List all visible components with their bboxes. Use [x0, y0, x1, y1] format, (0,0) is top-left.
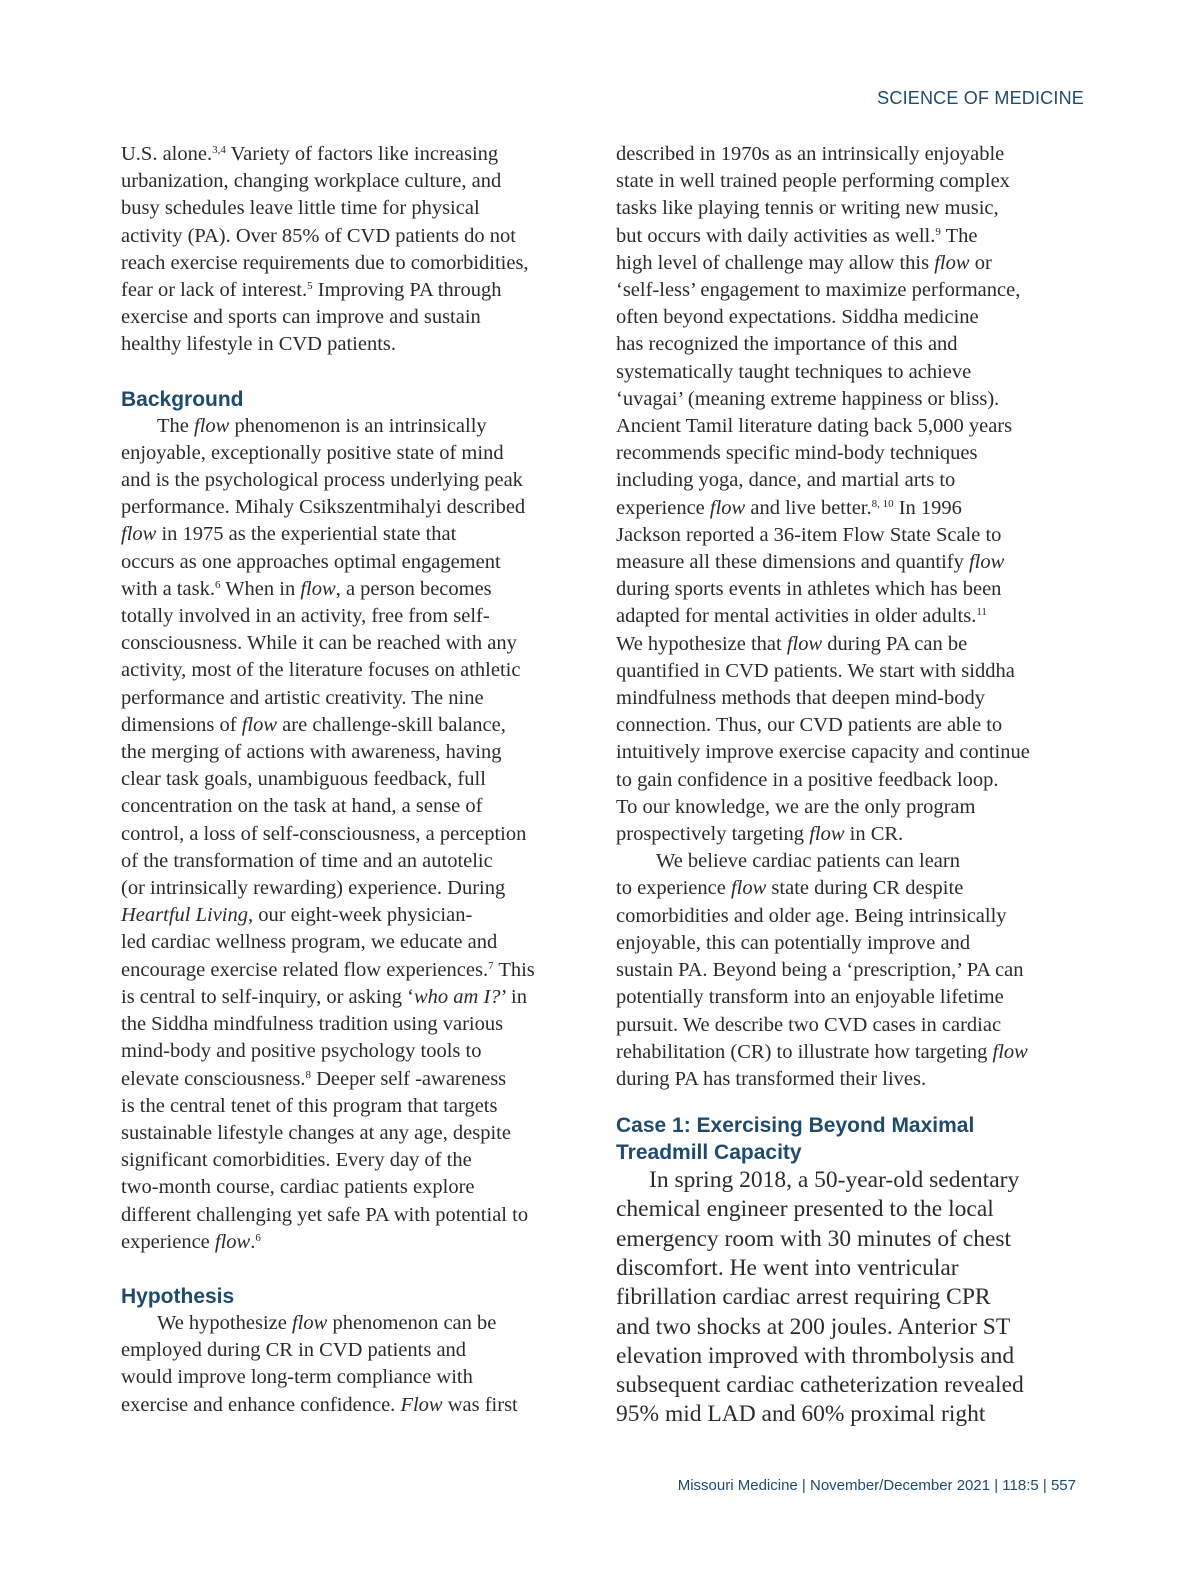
section-heading-case-1: Case 1: Exercising Beyond Maximal Treadmill Capacity	[616, 1114, 975, 1165]
left-column	[121, 141, 561, 1419]
cardiac-patients-paragraph: We believe cardiac patients can learn to experience flow state during CR despite comorbidities and older age. Being intrinsically enjoyable, this can potentially improve and sustain PA. Beyond being a ‘prescription,’ PA can potentially transform into an enjoyable lifetime pursuit. We describe two CVD cases in cardiac rehabilitation (CR) to illustrate how targeting flow during PA has transformed their lives.	[616, 850, 1028, 1090]
section-heading-background: Background	[121, 387, 244, 411]
section-heading-hypothesis: Hypothesis	[121, 1284, 235, 1308]
background-paragraph: The flow phenomenon is an intrinsically enjoyable, exceptionally positive state of mind and is the psychological process underlying peak performance. Mihaly Csikszentmihalyi described flow in 1975 as the experiential state that occurs as one approaches optimal engagement with a task.$^6$ When in flow, a person becomes totally involved in an activity, free from self- consciousness. While it can be reached with any activity, most of the literature focuses on athletic performance and artistic creativity. The nine dimensions of flow are challenge-skill balance, the merging of actions with awareness, having clear task goals, unambiguous feedback, full concentration on the task at hand, a sense of control, a loss of self-consciousness, a perception of the transformation of time and an autotelic (or intrinsically rewarding) experience. During Heartful Living, our eight-week physician- led cardiac wellness program, we educate and encourage exercise related flow experiences.$^7$ This is central to self-inquiry, or asking ‘who am I?’ in the Siddha mindfulness tradition using various mind-body and positive psychology tools to elevate consciousness.$^8$ Deeper self -awareness is the central tenet of this program that targets sustainable lifestyle changes at any age, despite significant comorbidities. Every day of the two-month course, cardiac patients explore different challenging yet safe PA with potential to experience flow.$^6$	[121, 414, 535, 1253]
case-1-paragraph: In spring 2018, a 50-year-old sedentary chemical engineer presented to the local emergency room with 30 minutes of chest discomfort. He went into ventricular fibrillation cardiac arrest requiring CPR and two shocks at 200 joules. Anterior ST elevation improved with thrombolysis and subsequent cardiac catheterization revealed 95% mid LAD and 60% proximal right	[616, 1167, 1024, 1428]
hypothesis-paragraph: We hypothesize flow phenomenon can be employed during CR in CVD patients and would improve long-term compliance with exercise and enhance confidence. Flow was first	[121, 1311, 518, 1416]
page-footer: Missouri Medicine | November/December 2021 | 118:5 | 557	[677, 1477, 1076, 1494]
right-column	[616, 141, 1066, 1430]
running-header: SCIENCE OF MEDICINE	[877, 88, 1084, 108]
flow-history-paragraph: described in 1970s as an intrinsically enjoyable state in well trained people performing complex tasks like playing tennis or writing new music, but occurs with daily activities as well.$^9$ The high level of challenge may allow this flow or ‘self-less’ engagement to maximize performance, often beyond expectations. Siddha medicine has recognized the importance of this and systematically taught techniques to achieve ‘uvagai’ (meaning extreme happiness or bliss). Ancient Tamil literature dating back 5,000 years recommends specific mind-body techniques including yoga, dance, and martial arts to experience flow and live better.$^{8, 10}$ In 1996 Jackson reported a 36-item Flow State Scale to measure all these dimensions and quantify flow during sports events in athletes which has been adapted for mental activities in older adults.$^{11}$ We hypothesize that flow during PA can be quantified in CVD patients. We start with siddha mindfulness methods that deepen mind-body connection. Thus, our CVD patients are able to intuitively improve exercise capacity and continue to gain confidence in a positive feedback loop. To our knowledge, we are the only program prospectively targeting flow in CR.	[616, 143, 1030, 846]
intro-paragraph: U.S. alone.$^{3,4}$ Variety of factors like increasing urbanization, changing workplace culture, and busy schedules leave little time for physical activity (PA). Over 85% of CVD patients do not reach exercise requirements due to comorbidities, fear or lack of interest.$^5$ Improving PA through exercise and sports can improve and sustain healthy lifestyle in CVD patients.	[121, 143, 529, 356]
